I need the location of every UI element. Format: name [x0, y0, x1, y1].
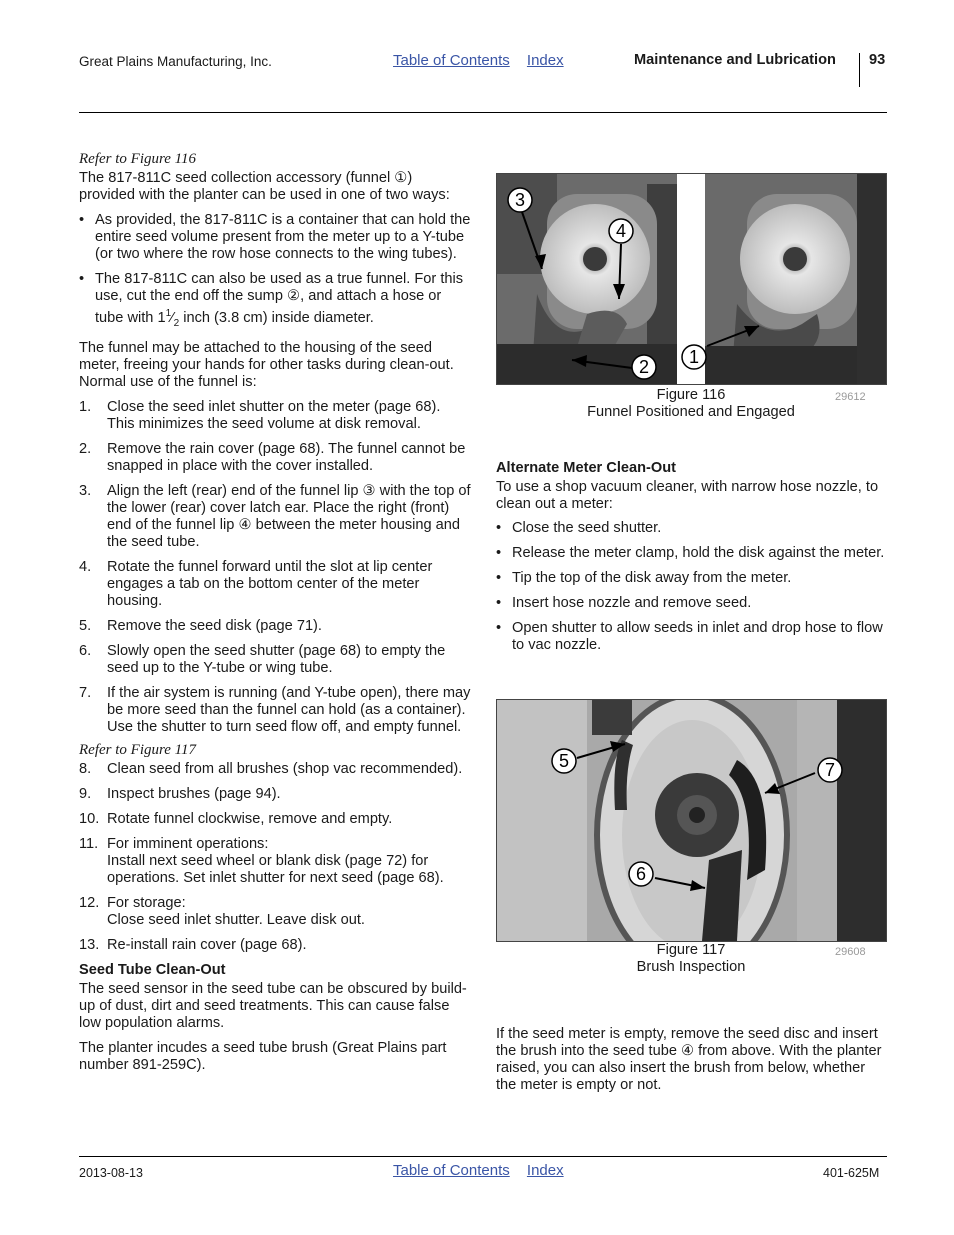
figure-117-number: Figure 117	[656, 942, 726, 958]
step-number: 3.	[79, 482, 92, 499]
step-number: 10.	[79, 810, 100, 827]
step-number: 2.	[79, 440, 92, 457]
header-company: Great Plains Manufacturing, Inc.	[79, 54, 272, 69]
callout-4	[609, 219, 633, 243]
step-text: Close the seed inlet shutter on the meter (page 68). This minimizes the seed volume at disk removal.	[107, 398, 441, 432]
list-item: • Open shutter to allow seeds in inlet and drop hose to flow to vac nozzle.	[496, 620, 888, 654]
step-item	[79, 618, 471, 635]
usage-list	[79, 212, 471, 332]
section-heading: Seed Tube Clean-Out	[79, 961, 226, 978]
paragraph: To use a shop vacuum cleaner, with narrow hose nozzle, to clean out a meter:	[496, 479, 879, 512]
step-item	[79, 895, 471, 929]
step-text: Rotate funnel clockwise, remove and empty.	[107, 810, 393, 827]
step-item	[79, 937, 471, 954]
step-number: 7.	[79, 684, 92, 701]
list-item: • Insert hose nozzle and remove seed.	[496, 595, 888, 612]
figure-117-photo-id: 29608	[835, 946, 866, 958]
page-number: 93	[869, 52, 886, 68]
paragraph: The planter incudes a seed tube brush (Great Plains part number 891-259C).	[79, 1039, 447, 1073]
figure-reference: Refer to Figure 116	[79, 151, 197, 167]
step-item	[79, 786, 471, 803]
header-section-title: Maintenance and Lubrication	[634, 52, 836, 68]
figure-117-photo	[496, 699, 887, 942]
step-number: 1.	[79, 398, 92, 415]
list-item: • Release the meter clamp, hold the disk against the meter.	[496, 545, 888, 562]
section-heading: Alternate Meter Clean-Out	[496, 460, 677, 476]
figure-117-caption	[496, 942, 886, 976]
steps-list	[79, 761, 471, 954]
list-item-text: The 817-811C can also be used as a true funnel. For this use, cut the end off the sump ②, and attach a hose or tube with 1	[95, 271, 464, 326]
step-item	[79, 761, 471, 778]
step-number: 8.	[79, 760, 92, 777]
figure-116-number: Figure 116	[656, 387, 726, 403]
list-item: • As provided, the 817-811C is a container that can hold the entire seed volume present from the meter up to a Y-tube (or two where the row hose connects to the wing tubes).	[79, 212, 471, 263]
callout-5-label: 5	[558, 751, 570, 771]
callout-3-label: 3	[514, 190, 526, 210]
step-item	[79, 836, 471, 887]
intro-paragraph: The 817-811C seed collection accessory (funnel ①) provided with the planter can be used in one of two ways:	[79, 170, 450, 203]
header-index-link[interactable]: Index	[526, 52, 564, 69]
header-nav	[393, 52, 577, 69]
footer-rule	[79, 1156, 887, 1157]
step-text: For storage:	[107, 894, 186, 911]
step-item	[79, 441, 471, 475]
figure-116-photo	[496, 173, 887, 385]
step-number: 13.	[79, 936, 100, 953]
step-number: 11.	[79, 835, 99, 852]
callout-2-label: 2	[638, 357, 650, 377]
step-subtext: Close seed inlet shutter. Leave disk out.	[107, 911, 365, 928]
list-item: • Tip the top of the disk away from the meter.	[496, 570, 888, 587]
left-column	[79, 151, 471, 1082]
step-item	[79, 685, 471, 736]
step-text: Remove the seed disk (page 71).	[107, 617, 322, 634]
header-rule	[79, 112, 887, 113]
step-text: Re-install rain cover (page 68).	[107, 936, 307, 953]
fraction-numerator: 1	[165, 308, 172, 319]
step-item	[79, 559, 471, 610]
step-number: 5.	[79, 617, 92, 634]
step-item	[79, 483, 471, 551]
callout-5	[552, 749, 576, 773]
step-number: 9.	[79, 785, 92, 802]
list-item: • The 817-811C can also be used as a true funnel. For this use, cut the end off the sump ②, and attach a hose or tube with $1^1⁄_2$ inch (3.8 cm) inside diameter.	[79, 271, 471, 332]
figure-116-caption	[496, 387, 886, 421]
fraction-denominator: 2	[173, 317, 180, 329]
steps-list	[79, 399, 471, 736]
list-item-text: inch (3.8 cm) inside diameter.	[183, 309, 374, 326]
paragraph: If the seed meter is empty, remove the seed disc and insert the brush into the seed tube ④ from above. With the planter raised, you can also insert the brush from below, whether the meter is empty or not.	[496, 1026, 882, 1093]
funnel-photo-image	[497, 174, 886, 384]
callout-6-label: 6	[635, 864, 647, 884]
footer-nav	[393, 1162, 577, 1179]
callout-4-label: 4	[615, 221, 627, 241]
figure-reference: Refer to Figure 117	[79, 741, 197, 758]
step-text: Inspect brushes (page 94).	[107, 785, 281, 802]
callout-6	[629, 862, 653, 886]
callout-1	[682, 345, 706, 369]
callout-7-label: 7	[824, 760, 836, 780]
step-text: Remove the rain cover (page 68). The funnel cannot be snapped in place with the cover installed.	[107, 440, 466, 474]
figure-116-photo-id: 29612	[835, 391, 866, 403]
callout-1-label: 1	[688, 347, 700, 367]
step-text: Clean seed from all brushes (shop vac recommended).	[107, 760, 463, 777]
step-text: Align the left (rear) end of the funnel lip ③ with the top of the lower (rear) cover latch ear. Place the right (front) end of the funnel lip ④ between the meter housing and the seed tube.	[107, 482, 471, 550]
callout-7	[818, 758, 842, 782]
figure-117-title: Brush Inspection	[636, 959, 746, 975]
footer-date: 2013-08-13	[79, 1166, 143, 1180]
step-subtext: Install next seed wheel or blank disk (page 72) for operations. Set inlet shutter for next seed (page 68).	[107, 852, 444, 886]
alt-cleanout-section	[496, 460, 888, 662]
figure-116-title: Funnel Positioned and Engaged	[587, 404, 795, 420]
footer-doc-code: 401-625M	[823, 1166, 880, 1180]
step-item	[79, 399, 471, 433]
funnel-paragraph: The funnel may be attached to the housing of the seed meter, freeing your hands for other tasks during clean-out. Normal use of the funnel is:	[79, 339, 454, 390]
step-text: If the air system is running (and Y-tube open), there may be more seed than the funnel can hold (as a container). Use the shutter to turn seed flow off, and empty funnel.	[107, 684, 471, 735]
step-number: 6.	[79, 642, 92, 659]
paragraph: The seed sensor in the seed tube can be obscured by build-up of dust, dirt and seed treatments. This can cause false low population alarms.	[79, 980, 467, 1031]
header-divider	[859, 53, 860, 87]
empty-meter-section	[496, 1026, 888, 1102]
brush-photo-image	[497, 700, 886, 941]
callout-3	[508, 188, 532, 212]
step-number: 12.	[79, 894, 100, 911]
step-text: For imminent operations:	[107, 835, 269, 852]
footer-toc-link[interactable]: Table of Contents	[393, 1162, 510, 1179]
step-number: 4.	[79, 558, 92, 575]
step-text: Slowly open the seed shutter (page 68) to empty the seed up to the Y-tube or wing tube.	[107, 642, 446, 676]
alt-cleanout-list	[496, 520, 888, 654]
list-item: • Close the seed shutter.	[496, 520, 888, 537]
footer-index-link[interactable]: Index	[526, 1162, 564, 1179]
step-item	[79, 643, 471, 677]
header-toc-link[interactable]: Table of Contents	[393, 52, 510, 69]
step-text: Rotate the funnel forward until the slot at lip center engages a tab on the bottom center of the meter housing.	[107, 558, 433, 609]
callout-2	[632, 355, 656, 379]
step-item	[79, 811, 471, 828]
